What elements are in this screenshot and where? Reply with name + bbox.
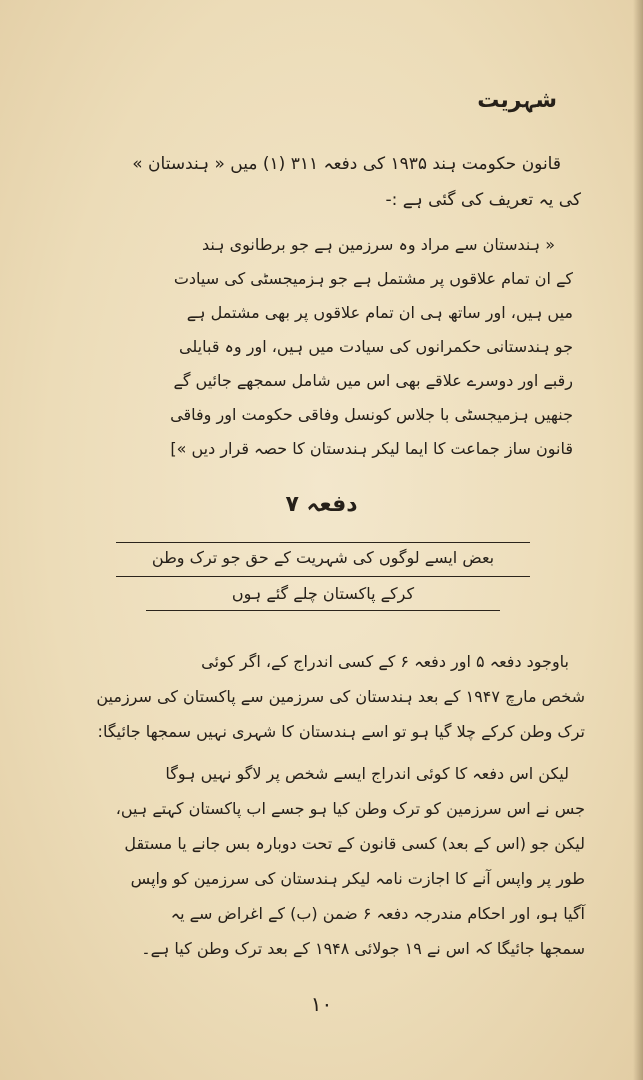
- heading-rule-top: [116, 542, 530, 543]
- body-line: جس نے اس سرزمین کو ترک وطن کیا ہو جسے اب پاکستان کہتے ہیں،: [115, 799, 585, 818]
- body-paragraph-1: [25, 644, 585, 749]
- body-line: سمجھا جائیگا کہ اس نے ۱۹ جولائی ۱۹۴۸ کے بعد ترک وطن کیا ہے۔: [141, 939, 585, 958]
- running-header: شہریت: [477, 88, 557, 113]
- page-edge-shadow: [633, 0, 643, 1080]
- section-heading-line: کرکے پاکستان چلے گئے ہوں: [231, 584, 415, 603]
- quote-line: جو ہندستانی حکمرانوں کی سیادت میں ہیں، اور وہ قبایلی: [179, 337, 573, 356]
- body-line: آگیا ہو، اور احکام مندرجہ دفعہ ۶ ضمن (ب) کے اغراض سے یہ: [170, 904, 585, 923]
- section-title: دفعہ ۷: [285, 492, 358, 517]
- body-line: لیکن اس دفعہ کا کوئی اندراج ایسے شخص پر لاگو نہیں ہوگا: [165, 764, 569, 783]
- section-heading-box: [116, 538, 530, 614]
- quote-line: میں ہیں، اور ساتھ ہی ان تمام علاقوں پر بھی مشتمل ہے: [186, 303, 573, 322]
- intro-paragraph: [41, 146, 581, 218]
- body-paragraph-2: [25, 756, 585, 966]
- body-line: شخص مارچ ۱۹۴۷ کے بعد ہندستان کی سرزمین سے پاکستان کی سرزمین: [96, 687, 585, 706]
- definition-quote: [43, 228, 573, 466]
- quote-line: کے ان تمام علاقوں پر مشتمل ہے جو ہزمیجسٹی کی سیادت: [173, 269, 573, 288]
- quote-line: « ہندستان سے مراد وہ سرزمین ہے جو برطانوی ہند: [201, 235, 555, 254]
- quote-line: رقبے اور دوسرے علاقے بھی اس میں شامل سمجھے جائیں گے: [173, 371, 573, 390]
- intro-line: کی یہ تعریف کی گئی ہے :-: [385, 190, 581, 210]
- heading-rule-bottom: [146, 610, 500, 611]
- quote-line: جنھیں ہزمیجسٹی با جلاس کونسل وفاقی حکومت اور وفاقی: [170, 405, 573, 424]
- quote-line: قانون ساز جماعت کا ایما لیکر ہندستان کا حصہ قرار دیں »]: [170, 439, 573, 458]
- body-line: لیکن جو (اس کے بعد) کسی قانون کے تحت دوبارہ بس جانے یا مستقل: [124, 834, 585, 853]
- body-line: ترک وطن کرکے چلا گیا ہو تو اسے ہندستان کا شہری نہیں سمجھا جائیگا:: [97, 722, 585, 741]
- heading-rule-middle: [116, 576, 530, 577]
- section-heading-line: بعض ایسے لوگوں کی شہریت کے حق جو ترک وطن: [151, 548, 495, 567]
- body-line: باوجود دفعہ ۵ اور دفعہ ۶ کے کسی اندراج کے، اگر کوئی: [201, 652, 569, 671]
- body-line: طور پر واپس آنے کا اجازت نامہ لیکر ہندستان کی سرزمین کو واپس: [130, 869, 585, 888]
- intro-line: قانون حکومت ہند ۱۹۳۵ کی دفعہ ۳۱۱ (۱) میں « ہندستان »: [132, 154, 561, 174]
- page-number: ۱۰: [310, 992, 333, 1016]
